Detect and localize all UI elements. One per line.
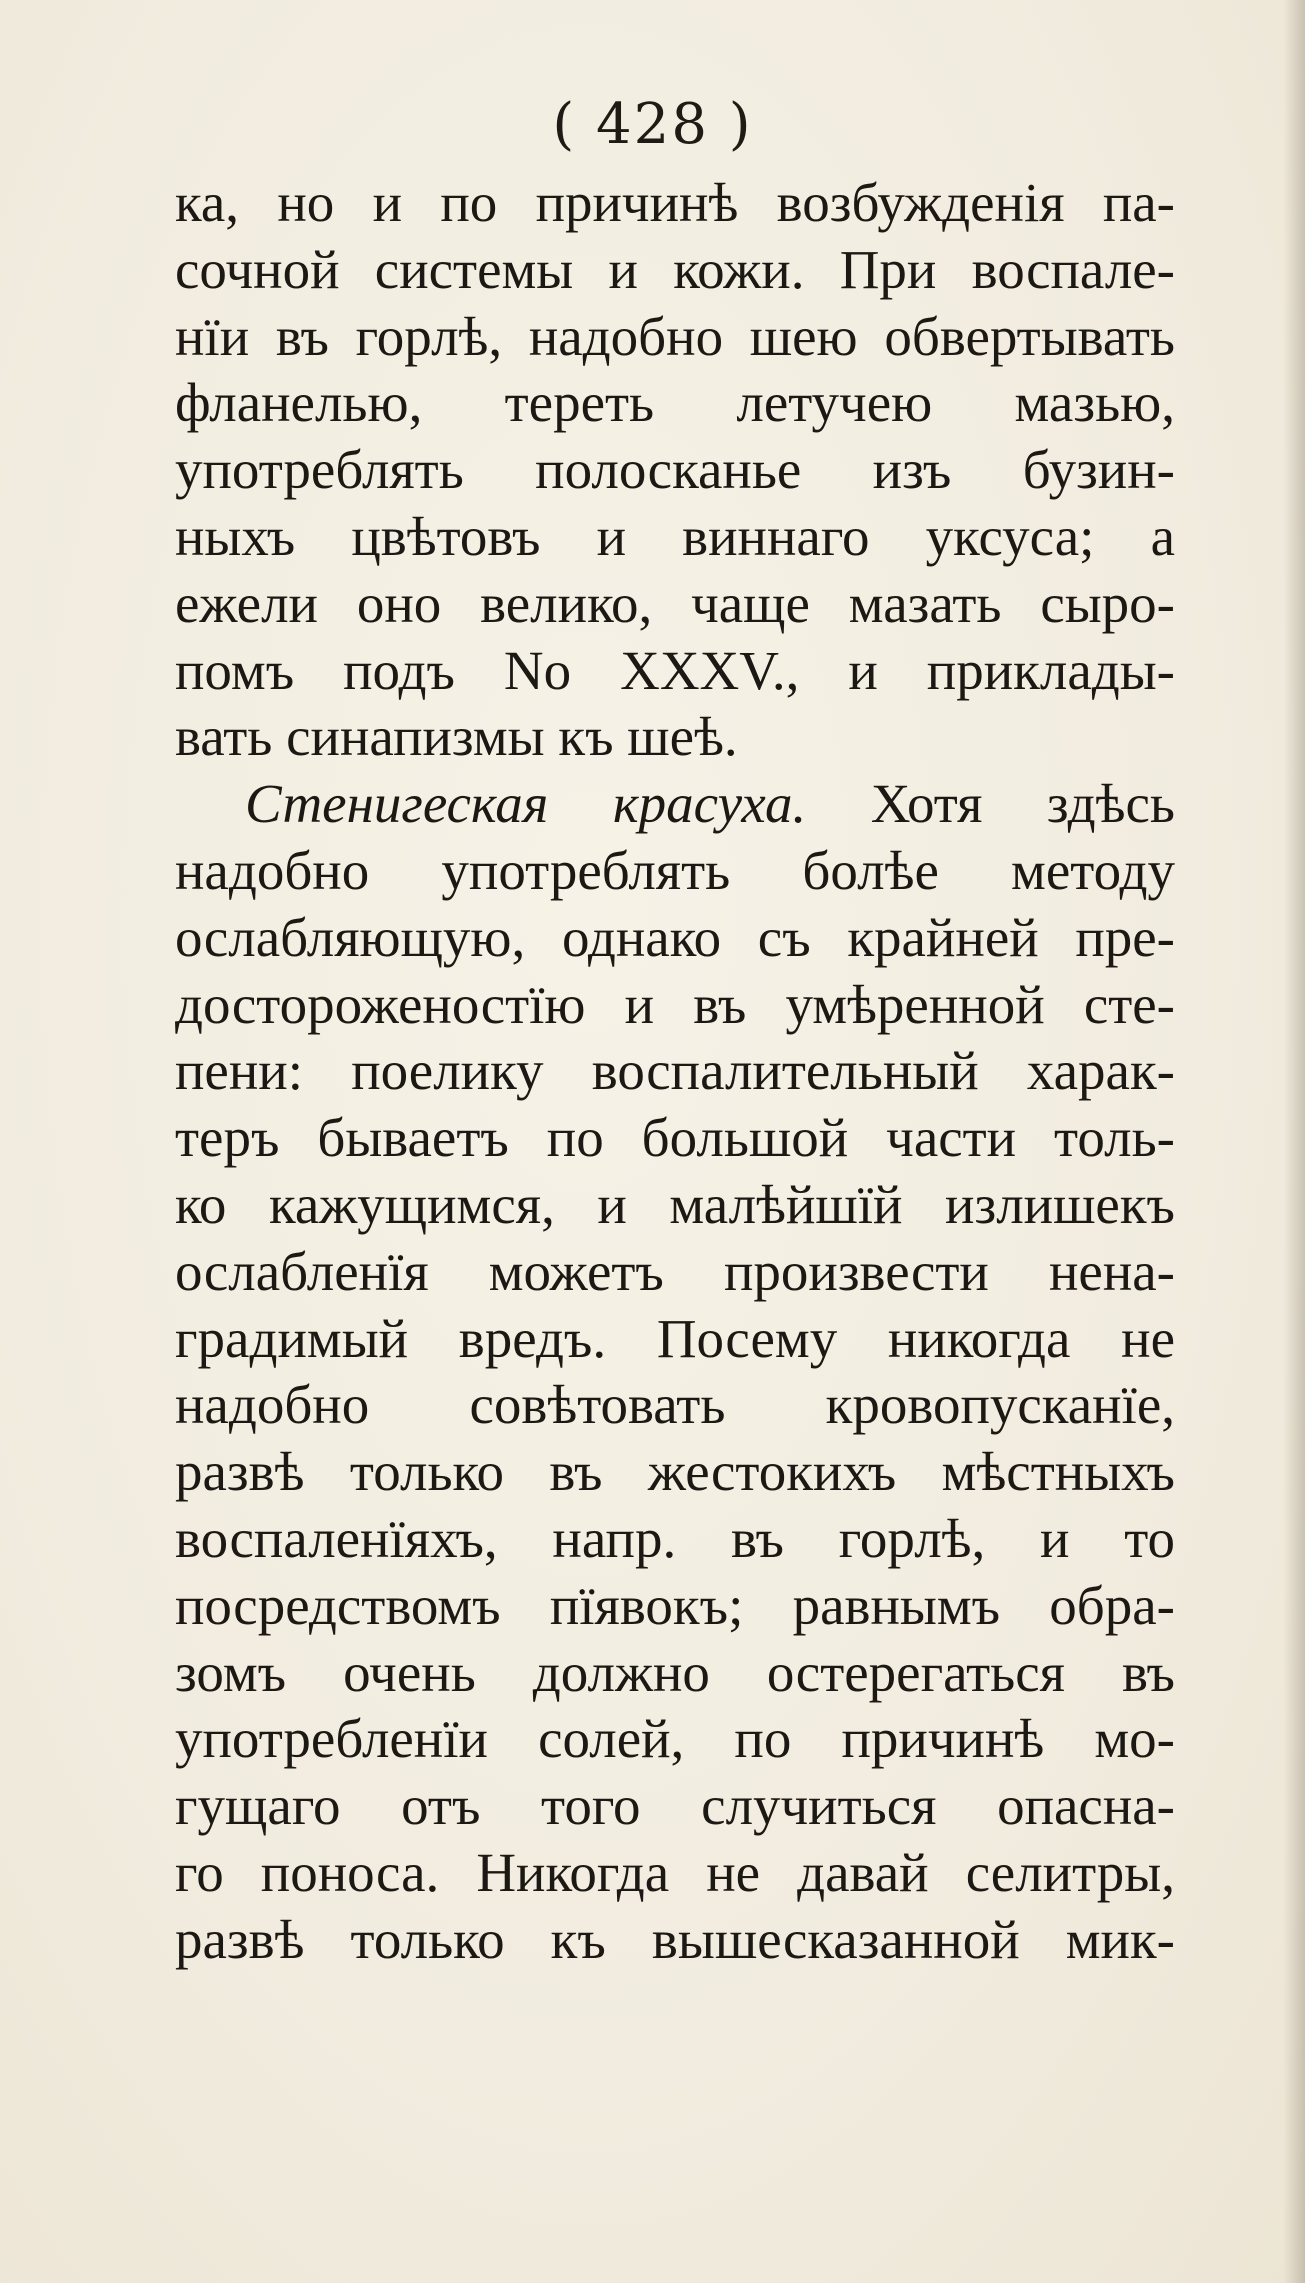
text-line: достороженостїю и въ умѣренной сте- <box>175 973 1175 1035</box>
text-line: употребленїи солей, по причинѣ мо- <box>175 1708 1175 1770</box>
text-line: ка, но и по причинѣ возбужденія па- <box>175 172 1175 233</box>
text-line: развѣ только къ вышесказанной мик- <box>175 1908 1175 1970</box>
text-line: ко кажущимся, и малѣйшїй излишекъ <box>175 1173 1175 1235</box>
text-line: теръ бываетъ по большой части толь- <box>175 1107 1175 1169</box>
section-heading: Стенигеская красуха. <box>245 773 807 835</box>
page-number: ( 428 ) <box>552 92 753 157</box>
text-line: помъ подъ No XXXV., и приклады- <box>175 639 1175 701</box>
text-line: градимый вредъ. Посему никогда не <box>175 1307 1175 1369</box>
paragraph-first-line <box>175 771 1175 838</box>
text-line: надобно совѣтовать кровопусканїе, <box>175 1374 1175 1436</box>
text-line: ежели оно велико, чаще мазать сыро- <box>175 572 1175 634</box>
text-line: надобно употреблять болѣе методу <box>175 839 1175 901</box>
text-line: сочной системы и кожи. При воспале- <box>175 238 1175 300</box>
text-line: нїи въ горлѣ, надобно шею обвертывать <box>175 305 1175 367</box>
text-line: зомъ очень должно остерегаться въ <box>175 1641 1175 1703</box>
text-line: ослабляющую, однако съ крайней пре- <box>175 906 1175 968</box>
text-line: развѣ только въ жестокихъ мѣстныхъ <box>175 1441 1175 1503</box>
text-line: гущаго отъ того случиться опасна- <box>175 1775 1175 1837</box>
text-line-rest: Хотя здѣсь <box>870 773 1175 835</box>
text-line: ныхъ цвѣтовъ и виннаго уксуса; а <box>175 505 1175 567</box>
text-line: воспаленїяхъ, напр. въ горлѣ, и то <box>175 1507 1175 1569</box>
text-line: посредствомъ пїявокъ; равнымъ обра- <box>175 1574 1175 1636</box>
body-text <box>175 170 1175 1974</box>
text-line: го поноса. Никогда не давай селитры, <box>175 1841 1175 1903</box>
page-edge-shadow <box>1283 0 1305 2283</box>
text-line: употреблять полосканье изъ бузин- <box>175 439 1175 501</box>
text-line: пени: поелику воспалительный харак- <box>175 1040 1175 1102</box>
text-line: фланелью, тереть летучею мазью, <box>175 372 1175 434</box>
text-line: ослабленїя можетъ произвести нена- <box>175 1240 1175 1302</box>
text-line: вать синапизмы къ шеѣ. <box>175 706 738 768</box>
